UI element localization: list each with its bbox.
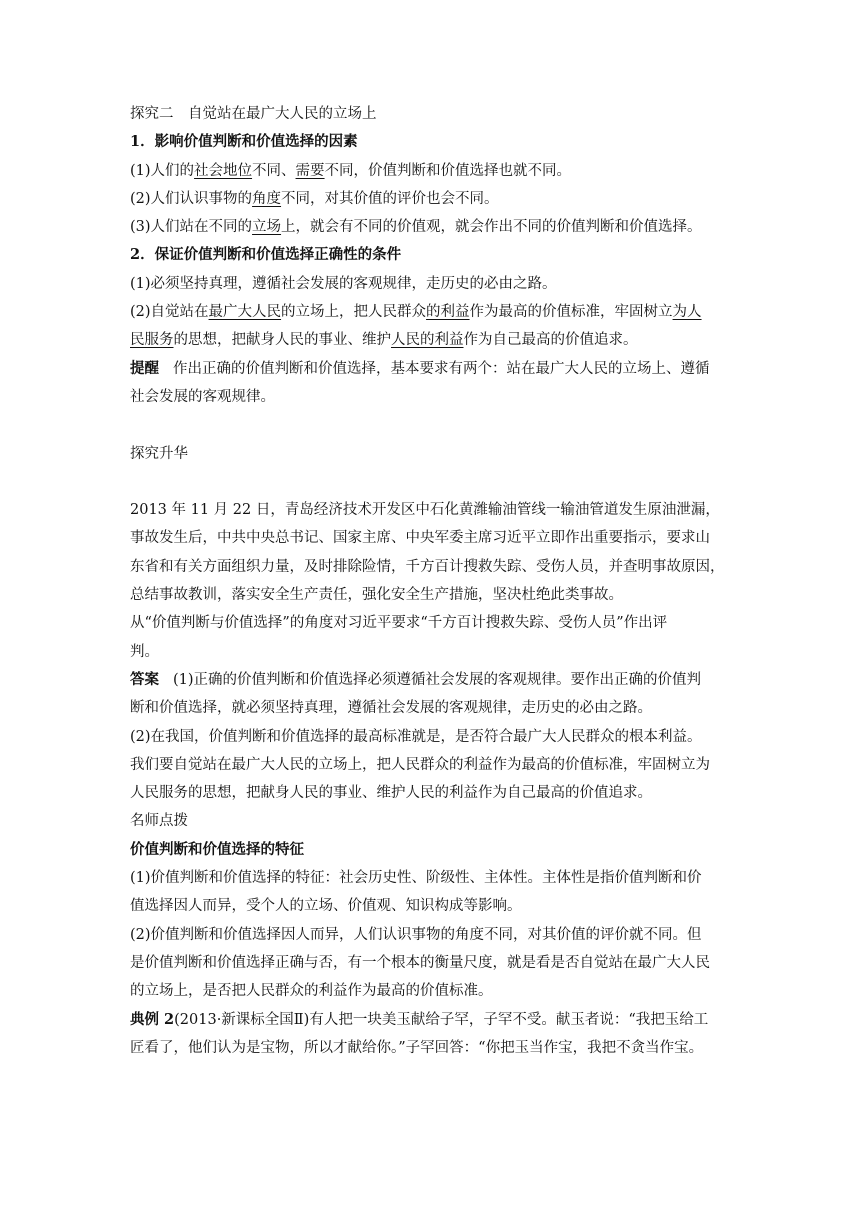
condition-2: (2)自觉站在最广大人民的立场上，把人民群众的利益作为最高的价值标准，牢固树立为人 xyxy=(130,304,702,321)
teacher-title: 名师点拨 xyxy=(130,813,188,830)
factor-2: (2)人们认识事物的角度不同，对其价值的评价也会不同。 xyxy=(130,190,499,207)
heading-conditions: 2．保证价值判断和价值选择正确性的条件 xyxy=(130,246,402,264)
teacher-line: 的立场上，是否把人民群众的利益作为最高的价值标准。 xyxy=(130,983,493,1000)
teacher-line: (1)价值判断和价值选择的特征：社会历史性、阶级性、主体性。主体性是指价值判断和价 xyxy=(130,870,702,887)
factor-3: (3)人们站在不同的立场上，就会有不同的价值观，就会作出不同的价值判断和价值选择。 xyxy=(130,219,702,236)
question-line: 从“价值判断与价值选择”的角度对习近平要求“千方百计搜救失踪、受伤人员”作出评 xyxy=(130,615,668,632)
case-line: 总结事故教训，落实安全生产责任，强化安全生产措施，坚决杜绝此类事故。 xyxy=(130,587,623,604)
condition-2-cont: 民服务的思想，把献身人民的事业、维护人民的利益作为自己最高的价值追求。 xyxy=(130,332,638,349)
upgrade-title: 探究升华 xyxy=(130,445,188,462)
answer-line: 人民服务的思想，把献身人民的事业、维护人民的利益作为自己最高的价值追求。 xyxy=(130,785,652,802)
example: 典例 2(2013·新课标全国Ⅱ)有人把一块美玉献给子罕，子罕不受。献玉者说：“我把玉给工 xyxy=(130,1010,709,1028)
answer-line: (2)在我国，价值判断和价值选择的最高标准就是，是否符合最广大人民群众的根本利益。 xyxy=(130,728,702,745)
case-line: 2013 年 11 月 22 日，青岛经济技术开发区中石化黄潍输油管线一输油管道发生原油泄漏， xyxy=(130,502,720,519)
teacher-line: 是价值判断和价值选择正确与否，有一个根本的衡量尺度，就是看是否自觉站在最广大人民 xyxy=(130,954,710,971)
factor-1: (1)人们的社会地位不同、需要不同，价值判断和价值选择也就不同。 xyxy=(130,162,572,179)
section-title: 探究二 自觉站在最广大人民的立场上 xyxy=(130,106,377,122)
answer: 答案 (1)正确的价值判断和价值选择必须遵循社会发展的客观规律。要作出正确的价值判 xyxy=(130,670,702,688)
tip-label: 提醒 xyxy=(130,359,159,377)
tip: 提醒 作出正确的价值判断和价值选择，基本要求有两个：站在最广大人民的立场上、遵循 xyxy=(130,359,710,377)
question-line: 判。 xyxy=(130,643,159,660)
heading-factors: 1．影响价值判断和价值选择的因素 xyxy=(130,133,358,151)
example-cont: 匠看了，他们认为是宝物，所以才献给你。”子罕回答：“你把玉当作宝，我把不贪当作宝。 xyxy=(130,1039,704,1056)
answer-label: 答案 xyxy=(130,670,159,688)
teacher-line: 值选择因人而异，受个人的立场、价值观、知识构成等影响。 xyxy=(130,898,522,915)
example-label: 典例 2 xyxy=(130,1010,175,1028)
tip-cont: 社会发展的客观规律。 xyxy=(130,388,275,405)
answer-line: 断和价值选择，就必须坚持真理，遵循社会发展的客观规律，走历史的必由之路。 xyxy=(130,700,652,717)
teacher-heading: 价值判断和价值选择的特征 xyxy=(130,840,304,858)
case-line: 东省和有关方面组织力量，及时排除险情，千方百计搜救失踪、受伤人员，并查明事故原因， xyxy=(130,558,725,575)
answer-line: 我们要自觉站在最广大人民的立场上，把人民群众的利益作为最高的价值标准，牢固树立为 xyxy=(130,756,710,773)
teacher-line: (2)价值判断和价值选择因人而异，人们认识事物的角度不同，对其价值的评价就不同。但 xyxy=(130,926,702,943)
case-line: 事故发生后，中共中央总书记、国家主席、中央军委主席习近平立即作出重要指示，要求山 xyxy=(130,530,710,547)
condition-1: (1)必须坚持真理，遵循社会发展的客观规律，走历史的必由之路。 xyxy=(130,275,557,292)
document-page xyxy=(130,100,730,1062)
